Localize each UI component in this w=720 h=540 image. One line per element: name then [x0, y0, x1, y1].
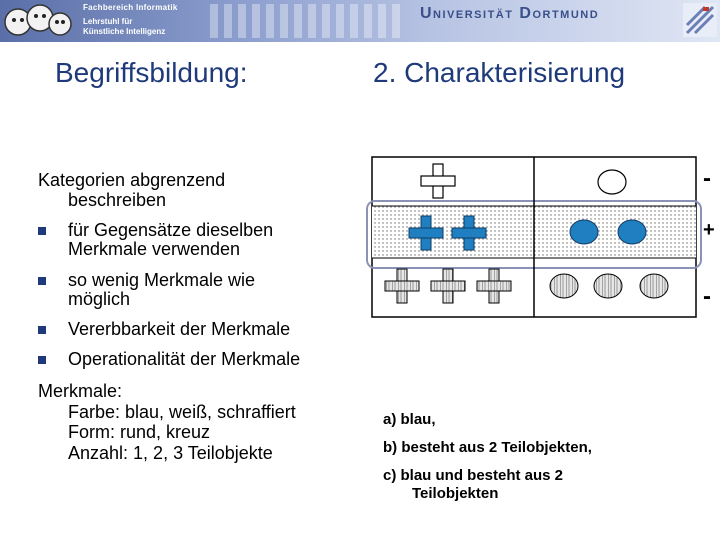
bullet-2-line1: so wenig Merkmale wie	[68, 270, 256, 290]
header-banner	[0, 0, 720, 42]
slide-title-left: Begriffsbildung:	[55, 57, 248, 88]
answer-a: a) blau,	[383, 411, 436, 428]
row-2-sign: +	[703, 219, 715, 241]
intro-line1: Kategorien abgrenzend	[38, 170, 226, 190]
answer-c-line2: Teilobjekten	[412, 485, 499, 502]
bullet-4-line1: Operationalität der Merkmale	[68, 349, 301, 369]
blue-circle-icon	[570, 220, 598, 244]
object-diagram	[362, 150, 720, 330]
features-heading: Merkmale:	[38, 381, 123, 401]
bullet-marker-1	[38, 227, 46, 235]
chair-label-line1: Lehrstuhl für	[83, 17, 133, 26]
features-color: Farbe: blau, weiß, schraffiert	[68, 402, 296, 422]
hatched-circle-icon	[550, 274, 578, 298]
features-shape: Form: rund, kreuz	[68, 422, 211, 442]
bullet-1-line1: für Gegensätze dieselben	[68, 220, 274, 240]
chair-label-line2: Künstliche Intelligenz	[83, 27, 166, 36]
blue-circle-icon	[618, 220, 646, 244]
faculty-logo	[2, 2, 74, 40]
university-name: Universität Dortmund	[420, 5, 600, 22]
bullet-3-line1: Vererbbarkeit der Merkmale	[68, 319, 291, 339]
department-label: Fachbereich Informatik	[83, 3, 178, 12]
bullet-1-line2: Merkmale verwenden	[68, 239, 241, 259]
bullet-marker-3	[38, 326, 46, 334]
bullet-2-line2: möglich	[68, 289, 131, 309]
answer-b: b) besteht aus 2 Teilobjekten,	[383, 439, 592, 456]
university-logo	[683, 3, 717, 37]
answer-c-line1: c) blau und besteht aus 2	[383, 467, 564, 484]
hatched-circle-icon	[640, 274, 668, 298]
row-1-sign: -	[703, 165, 711, 192]
header-decoration	[210, 4, 400, 38]
bullet-marker-4	[38, 356, 46, 364]
slide-title-right: 2. Charakterisierung	[373, 57, 626, 88]
intro-line2: beschreiben	[68, 190, 167, 210]
features-count: Anzahl: 1, 2, 3 Teilobjekte	[68, 443, 273, 463]
white-circle-icon	[598, 170, 626, 194]
row-3-sign: -	[703, 283, 711, 310]
bullet-marker-2	[38, 277, 46, 285]
hatched-circle-icon	[594, 274, 622, 298]
